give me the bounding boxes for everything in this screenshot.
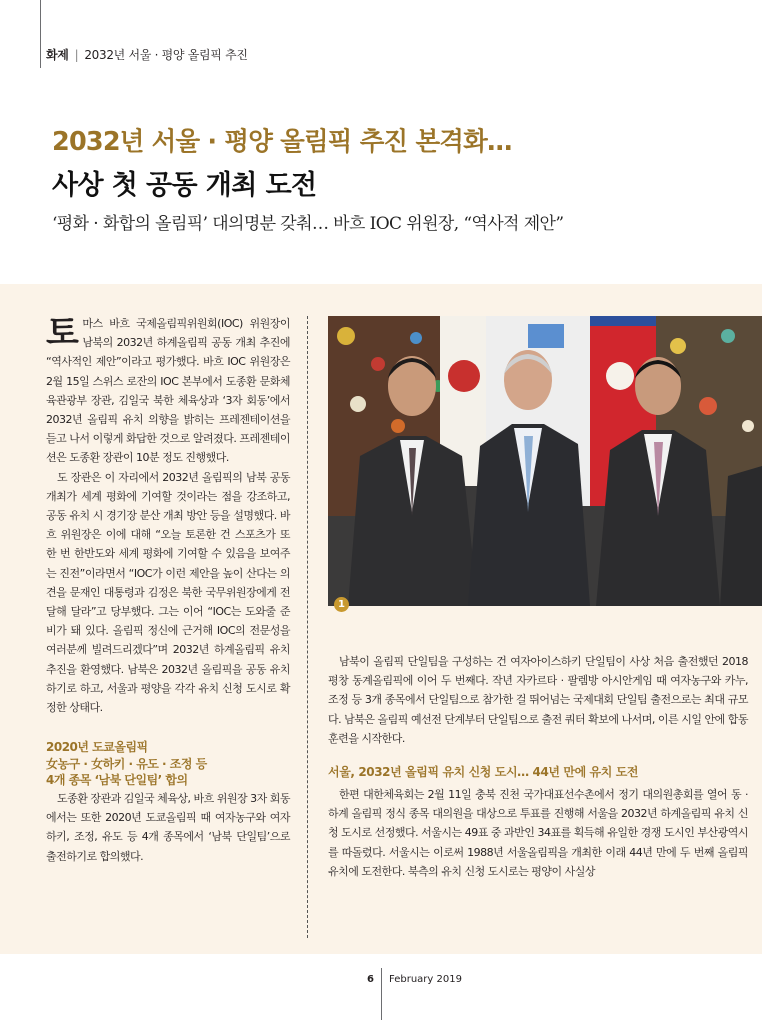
side-heading-line: 4개 종목 ‘남북 단일팀’ 합의 (46, 773, 188, 788)
side-heading-line: 2020년 도쿄올림픽 (46, 740, 148, 755)
subsection-heading: 서울, 2032년 올림픽 유치 신청 도시… 44년 만에 유치 도전 (328, 765, 639, 780)
side-heading (46, 739, 290, 789)
top-rule (40, 0, 41, 68)
footer-rule (381, 968, 382, 1020)
left-column (46, 314, 290, 866)
photo-number-badge: 1 (334, 597, 349, 612)
body-paragraph: 도종환 장관과 김일국 체육상, 바흐 위원장 3자 회동에서는 또한 2020년 도쿄올림픽 때 여자농구와 여자하키, 조정, 유도 등 4개 종목에서 ‘남북 단일팀’으로 출전하기로 합의했다. (46, 792, 290, 863)
meeting-photo-illustration (328, 316, 762, 606)
header-separator: | (74, 48, 79, 62)
section-category: 화제 (46, 48, 69, 62)
headline-line2: 사상 첫 공동 개최 도전 (52, 170, 317, 201)
lead-paragraph (46, 314, 290, 468)
section-header (46, 46, 248, 63)
body-paragraph: 도 장관은 이 자리에서 2032년 올림픽의 남북 공동 개최가 세계 평화에 기여할 것이라는 점을 강조하고, 공동 유치 시 경기장 분산 개최 방안 등을 설명했다. 바흐 위원장은 이에 대해 “오늘 토론한 건 스포츠가 또 한 번 한반도와 세계 평화에 기여할 수 있음을 보여주는 진전”이라면서 “IOC가 이런 제안을 높이 산다는 의견을 문재인 대통령과 김정은 북한 국무위원장에게 전달해 달라”고 당부했다. 그는 이어 “IOC는 도와줄 준비가 돼 있다. 올림픽 정신에 근거해 IOC의 전문성을 여러분께 빌려드리겠다”며 2032년 하계올림픽 유치 추진을 환영했다. 남북은 2032년 올림픽을 공동 유치하기로 하고, 서울과 평양을 각각 유치 신청 도시로 확정한 상태다. (46, 470, 290, 715)
lead-paragraph-text: 마스 바흐 국제올림픽위원회(IOC) 위원장이 남북의 2032년 하계올림픽 공동 개최 추진에 “역사적인 제안”이라고 평가했다. 바흐 IOC 위원장은 2월 15일 스위스 로잔의 IOC 본부에서 도종환 문화체육관광부 장관, 김일국 북한 체육상과 ‘3자 회동’에서 2032년 올림픽 유치 의향을 밝히는 프레젠테이션을 듣고 나서 이렇게 화답한 것으로 알려졌다. 프레젠테이션은 도종환 장관이 10분 정도 진행했다. (46, 317, 290, 465)
section-topic: 2032년 서울 · 평양 올림픽 추진 (84, 48, 248, 62)
page-number: 6 (367, 974, 374, 985)
body-paragraph: 한편 대한체육회는 2월 11일 충북 진천 국가대표선수촌에서 정기 대의원총회를 열어 동 · 하계 올림픽 정식 종목 대의원을 대상으로 투표를 진행해 서울을 2032년 하계올림픽 유치 신청 도시로 선정했다. 서울시는 49표 중 과반인 34표를 획득해 유일한 경쟁 도시인 부산광역시를 따돌렸다. 서울시는 이로써 1988년 서울올림픽을 개최한 이래 44년 만에 두 번째 올림픽 유치에 도전한다. 북측의 유치 신청 도시로는 평양이 사실상 (328, 788, 748, 878)
drop-cap: 토 (46, 313, 79, 353)
column-divider (307, 316, 308, 938)
right-column (328, 652, 748, 881)
issue-date: February 2019 (389, 974, 462, 985)
side-heading-line: 女농구 · 女하키 · 유도 · 조정 등 (46, 756, 207, 771)
meeting-photo (328, 316, 762, 606)
headline-subtitle: ‘평화 · 화합의 올림픽’ 대의명분 갖춰… 바흐 IOC 위원장, “역사적 제안” (52, 214, 564, 234)
body-paragraph: 남북이 올림픽 단일팀을 구성하는 건 여자아이스하키 단일팀이 사상 처음 출전했던 2018 평창 동계올림픽에 이어 두 번째다. 작년 자카르타 · 팔렘방 아시안게임 때 여자농구와 카누, 조정 등 3개 종목에서 단일팀으로 참가한 걸 뛰어넘는 국제대회 단일팀 출전으로는 최대 규모다. 남북은 올림픽 예선전 단계부터 단일팀으로 출전 쿼터 확보에 나서며, 이른 시일 안에 합동훈련을 시작한다. (328, 655, 748, 745)
headline-line1: 2032년 서울 · 평양 올림픽 추진 본격화… (52, 127, 512, 157)
